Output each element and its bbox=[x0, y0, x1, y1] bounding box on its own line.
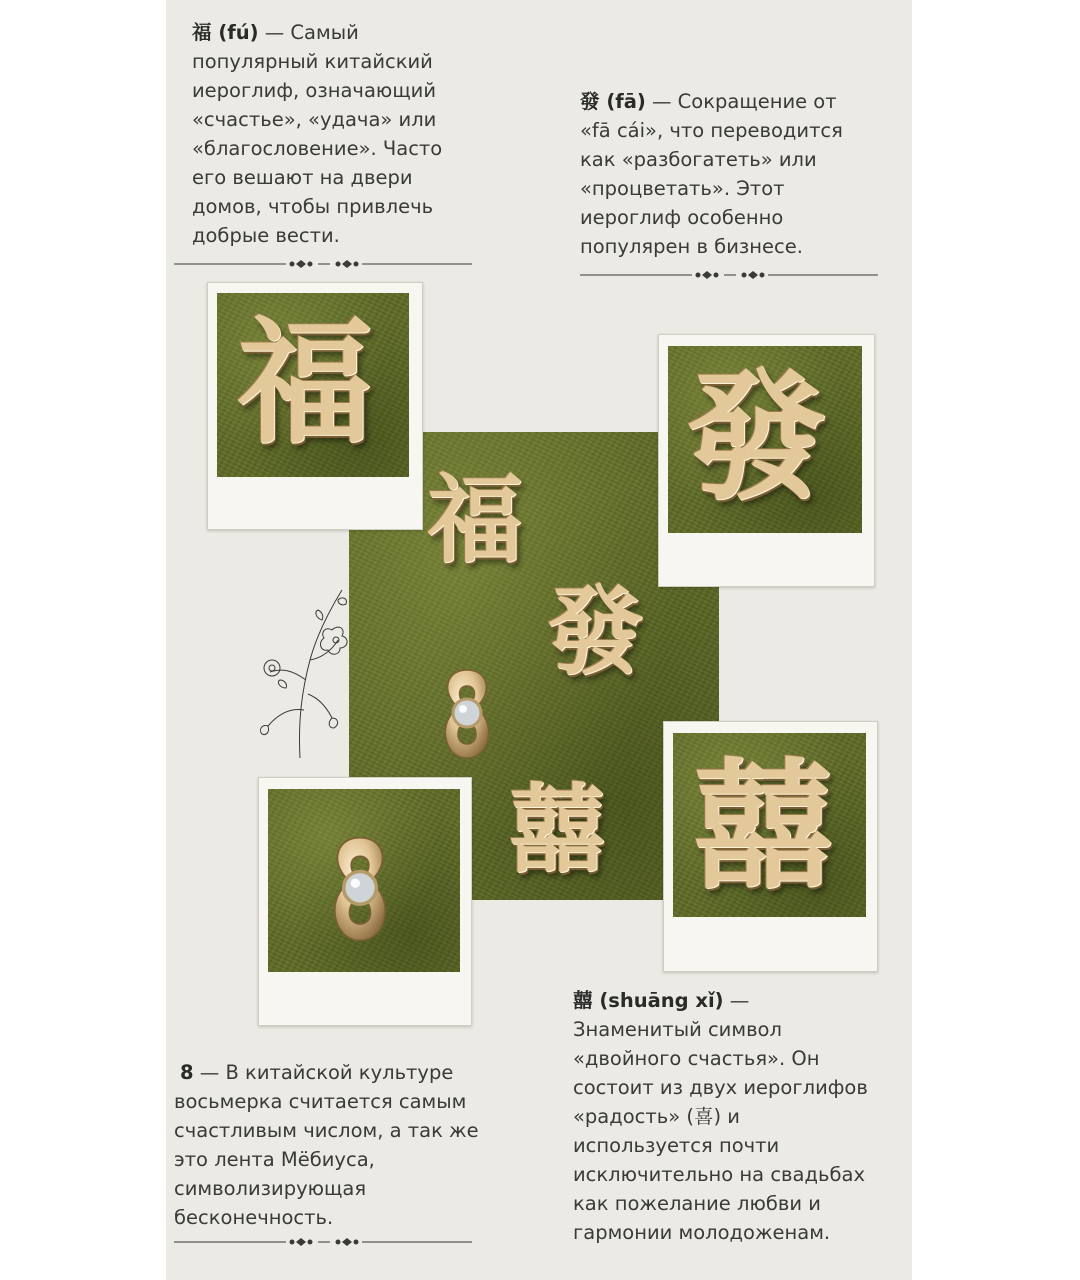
fa-description bbox=[580, 87, 870, 261]
fu-description bbox=[192, 18, 472, 250]
ornament-divider bbox=[174, 1235, 474, 1249]
fu-jewelry: 福 bbox=[427, 463, 523, 576]
fa-text: — Сокращение от «fā cái», что переводится как «разбогатеть» или «процветать». Этот иероглиф особенно популярен в бизнесе. bbox=[580, 90, 843, 258]
shuangxi-description bbox=[573, 986, 873, 1247]
fu-heading bbox=[192, 21, 259, 44]
xi-jewelry-closeup: 囍 bbox=[693, 745, 834, 909]
shuangxi-romanization: (shuāng xǐ) bbox=[599, 989, 724, 1012]
fu-jewelry-closeup: 福 bbox=[237, 303, 373, 463]
eight-heading: 8 bbox=[180, 1061, 194, 1084]
polaroid-eight-image bbox=[268, 789, 460, 972]
eight-text: — В китайской культуре восьмерка считается самым счастливым числом, а так же это лента Мёбиуса, символизирующая бесконечность. bbox=[174, 1061, 479, 1229]
xi-jewelry: 囍 bbox=[509, 773, 605, 886]
shuangxi-text: — Знаменитый символ «двойного счастья». Он состоит из двух иероглифов «радость» (喜) и используется почти исключительно на свадьбах как пожелание любви и гармонии молодоженам. bbox=[573, 989, 868, 1244]
polaroid-fa-image bbox=[668, 346, 862, 533]
eight-description bbox=[174, 1058, 504, 1232]
flower-sketch-icon bbox=[252, 580, 352, 764]
fa-jewelry: 發 bbox=[547, 575, 643, 688]
shuangxi-glyph-text: 囍 bbox=[573, 989, 593, 1012]
fa-glyph-text: 發 bbox=[580, 90, 600, 113]
fu-glyph-text: 福 bbox=[192, 21, 212, 44]
fa-heading bbox=[580, 90, 646, 113]
polaroid-fu-image bbox=[217, 293, 409, 477]
polaroid-eight bbox=[258, 777, 472, 1026]
ornament-divider bbox=[174, 257, 474, 271]
fu-text: — Самый популярный китайский иероглиф, означающий «счастье», «удача» или «благословение». Часто его вешают на двери домов, чтобы привлечь добрые вести. bbox=[192, 21, 443, 247]
fu-romanization: (fú) bbox=[218, 21, 259, 44]
polaroid-fa bbox=[658, 334, 875, 587]
polaroid-xi-image bbox=[673, 733, 866, 917]
eight-jewelry-icon bbox=[431, 664, 503, 768]
fa-romanization: (fā) bbox=[606, 90, 646, 113]
ornament-divider bbox=[580, 268, 880, 282]
polaroid-fu bbox=[207, 282, 423, 530]
eight-jewelry-closeup-icon bbox=[318, 819, 402, 963]
shuangxi-heading bbox=[573, 989, 724, 1012]
polaroid-xi bbox=[663, 721, 878, 972]
article-card bbox=[166, 0, 912, 1280]
fa-jewelry-closeup: 發 bbox=[686, 356, 827, 520]
